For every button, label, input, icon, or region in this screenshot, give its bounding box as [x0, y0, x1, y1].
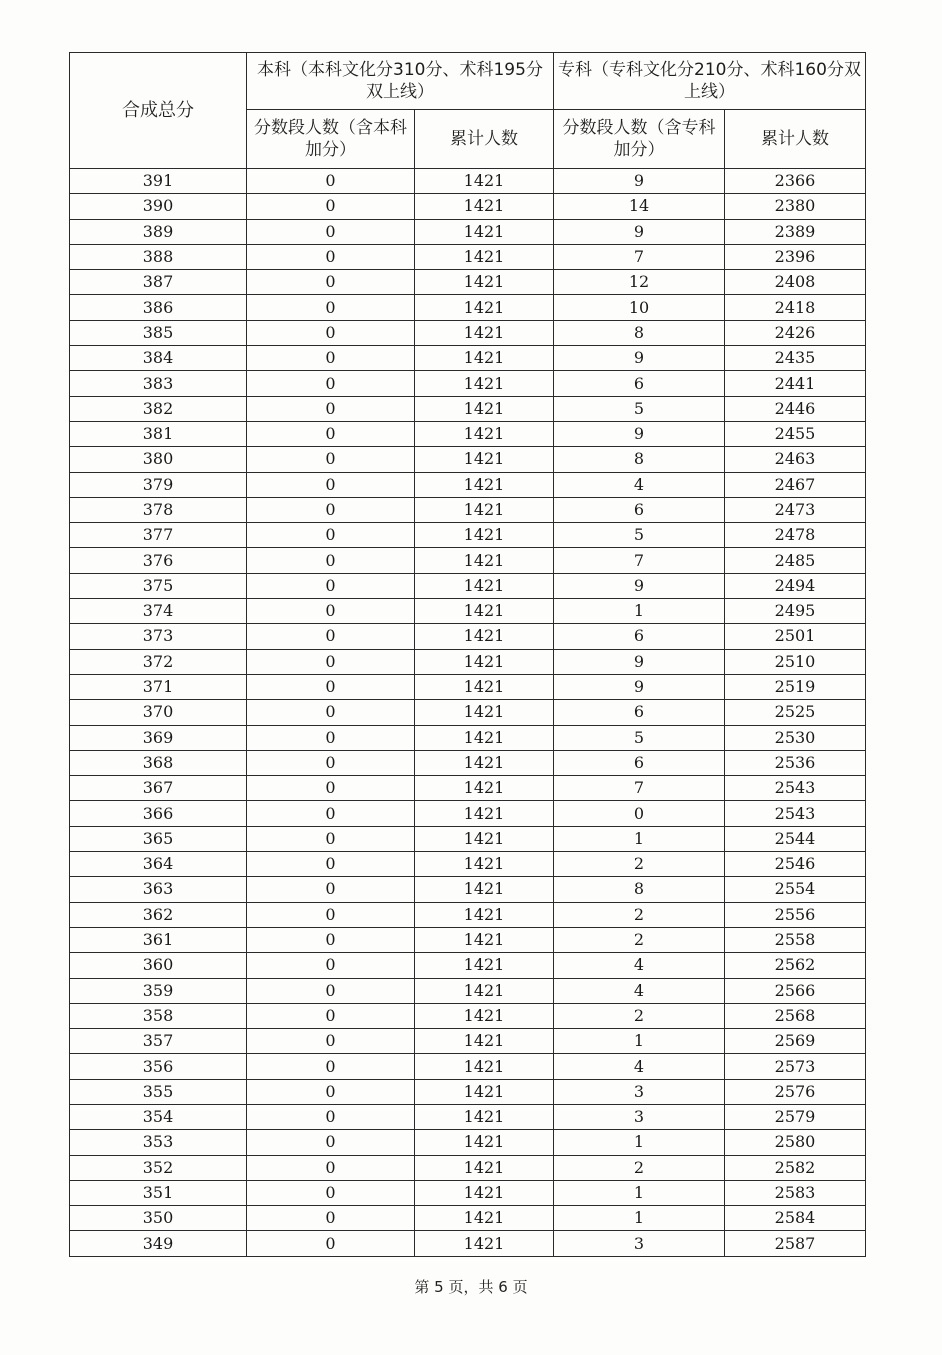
junior-segment-cell: 7: [554, 776, 725, 801]
undergrad-cumulative-cell: 1421: [415, 396, 554, 421]
junior-segment-cell: 1: [554, 1130, 725, 1155]
undergrad-cumulative-cell: 1421: [415, 472, 554, 497]
undergrad-segment-cell: 0: [247, 1155, 415, 1180]
junior-cumulative-cell: 2396: [725, 244, 866, 269]
table-row: [70, 927, 866, 952]
table-row: [70, 371, 866, 396]
undergrad-cumulative-cell: 1421: [415, 421, 554, 446]
undergrad-cumulative-cell: 1421: [415, 169, 554, 194]
undergrad-segment-cell: 0: [247, 1104, 415, 1129]
junior-segment-cell: 5: [554, 396, 725, 421]
undergrad-cumulative-cell: 1421: [415, 725, 554, 750]
score-cell: 359: [70, 978, 247, 1003]
score-cell: 383: [70, 371, 247, 396]
score-cell: 373: [70, 624, 247, 649]
undergrad-segment-cell: 0: [247, 1054, 415, 1079]
table-row: [70, 674, 866, 699]
table-row: [70, 953, 866, 978]
page-number: 第 5 页，共 6 页: [414, 1278, 528, 1296]
junior-segment-cell: 4: [554, 978, 725, 1003]
undergrad-cumulative-cell: 1421: [415, 371, 554, 396]
score-cell: 355: [70, 1079, 247, 1104]
score-cell: 370: [70, 700, 247, 725]
undergrad-segment-cell: 0: [247, 219, 415, 244]
score-cell: 377: [70, 523, 247, 548]
undergrad-segment-cell: 0: [247, 447, 415, 472]
junior-segment-cell: 1: [554, 1029, 725, 1054]
table-row: [70, 902, 866, 927]
undergrad-cumulative-cell: 1421: [415, 978, 554, 1003]
score-cell: 350: [70, 1206, 247, 1231]
undergrad-segment-cell: 0: [247, 852, 415, 877]
undergrad-segment-cell: 0: [247, 194, 415, 219]
junior-cumulative-cell: 2366: [725, 169, 866, 194]
junior-cumulative-cell: 2580: [725, 1130, 866, 1155]
junior-cumulative-cell: 2380: [725, 194, 866, 219]
junior-cumulative-cell: 2558: [725, 927, 866, 952]
junior-segment-cell: 9: [554, 649, 725, 674]
table-row: [70, 523, 866, 548]
junior-cumulative-cell: 2467: [725, 472, 866, 497]
score-cell: 364: [70, 852, 247, 877]
header-junior-segment: 分数段人数（含专科加分）: [554, 110, 725, 169]
undergrad-cumulative-cell: 1421: [415, 1130, 554, 1155]
undergrad-segment-cell: 0: [247, 674, 415, 699]
undergrad-segment-cell: 0: [247, 320, 415, 345]
junior-cumulative-cell: 2494: [725, 573, 866, 598]
header-undergrad-cumulative: 累计人数: [415, 110, 554, 169]
table-row: [70, 194, 866, 219]
junior-cumulative-cell: 2568: [725, 1003, 866, 1028]
junior-cumulative-cell: 2485: [725, 548, 866, 573]
score-cell: 368: [70, 750, 247, 775]
junior-cumulative-cell: 2495: [725, 599, 866, 624]
score-cell: 353: [70, 1130, 247, 1155]
junior-segment-cell: 3: [554, 1231, 725, 1256]
score-cell: 379: [70, 472, 247, 497]
undergrad-segment-cell: 0: [247, 295, 415, 320]
junior-segment-cell: 2: [554, 927, 725, 952]
junior-segment-cell: 5: [554, 523, 725, 548]
undergrad-segment-cell: 0: [247, 1029, 415, 1054]
score-cell: 382: [70, 396, 247, 421]
undergrad-cumulative-cell: 1421: [415, 674, 554, 699]
junior-cumulative-cell: 2543: [725, 776, 866, 801]
table-row: [70, 573, 866, 598]
score-cell: 369: [70, 725, 247, 750]
junior-cumulative-cell: 2455: [725, 421, 866, 446]
score-cell: 388: [70, 244, 247, 269]
table-row: [70, 624, 866, 649]
score-cell: 387: [70, 270, 247, 295]
undergrad-cumulative-cell: 1421: [415, 497, 554, 522]
junior-segment-cell: 2: [554, 1003, 725, 1028]
score-cell: 389: [70, 219, 247, 244]
junior-cumulative-cell: 2544: [725, 826, 866, 851]
undergrad-cumulative-cell: 1421: [415, 700, 554, 725]
score-cell: 367: [70, 776, 247, 801]
undergrad-segment-cell: 0: [247, 700, 415, 725]
undergrad-cumulative-cell: 1421: [415, 295, 554, 320]
junior-cumulative-cell: 2446: [725, 396, 866, 421]
score-cell: 386: [70, 295, 247, 320]
undergrad-segment-cell: 0: [247, 244, 415, 269]
undergrad-cumulative-cell: 1421: [415, 573, 554, 598]
undergrad-segment-cell: 0: [247, 599, 415, 624]
undergrad-cumulative-cell: 1421: [415, 953, 554, 978]
header-undergrad-group: 本科（本科文化分310分、术科195分双上线）: [247, 53, 554, 110]
table-row: [70, 776, 866, 801]
score-cell: 374: [70, 599, 247, 624]
junior-cumulative-cell: 2562: [725, 953, 866, 978]
junior-segment-cell: 7: [554, 244, 725, 269]
table-row: [70, 1104, 866, 1129]
undergrad-segment-cell: 0: [247, 1079, 415, 1104]
score-cell: 356: [70, 1054, 247, 1079]
undergrad-segment-cell: 0: [247, 523, 415, 548]
table-body: [70, 169, 866, 1257]
score-cell: 391: [70, 169, 247, 194]
undergrad-segment-cell: 0: [247, 649, 415, 674]
table-row: [70, 421, 866, 446]
undergrad-cumulative-cell: 1421: [415, 1180, 554, 1205]
undergrad-segment-cell: 0: [247, 776, 415, 801]
junior-segment-cell: 7: [554, 548, 725, 573]
junior-cumulative-cell: 2569: [725, 1029, 866, 1054]
undergrad-segment-cell: 0: [247, 548, 415, 573]
junior-cumulative-cell: 2536: [725, 750, 866, 775]
score-cell: 376: [70, 548, 247, 573]
undergrad-cumulative-cell: 1421: [415, 1079, 554, 1104]
junior-segment-cell: 9: [554, 573, 725, 598]
undergrad-cumulative-cell: 1421: [415, 320, 554, 345]
junior-segment-cell: 6: [554, 497, 725, 522]
score-cell: 385: [70, 320, 247, 345]
header-total-score: 合成总分: [70, 53, 247, 169]
undergrad-cumulative-cell: 1421: [415, 826, 554, 851]
table-row: [70, 295, 866, 320]
score-cell: 352: [70, 1155, 247, 1180]
undergrad-segment-cell: 0: [247, 421, 415, 446]
table-row: [70, 826, 866, 851]
junior-segment-cell: 9: [554, 346, 725, 371]
score-cell: 380: [70, 447, 247, 472]
table-row: [70, 1206, 866, 1231]
junior-cumulative-cell: 2543: [725, 801, 866, 826]
score-cell: 363: [70, 877, 247, 902]
junior-cumulative-cell: 2519: [725, 674, 866, 699]
table-row: [70, 1079, 866, 1104]
undergrad-segment-cell: 0: [247, 371, 415, 396]
junior-segment-cell: 12: [554, 270, 725, 295]
undergrad-segment-cell: 0: [247, 953, 415, 978]
undergrad-segment-cell: 0: [247, 1206, 415, 1231]
junior-segment-cell: 10: [554, 295, 725, 320]
junior-cumulative-cell: 2473: [725, 497, 866, 522]
junior-segment-cell: 14: [554, 194, 725, 219]
undergrad-segment-cell: 0: [247, 725, 415, 750]
undergrad-segment-cell: 0: [247, 902, 415, 927]
junior-segment-cell: 1: [554, 826, 725, 851]
table-row: [70, 320, 866, 345]
junior-segment-cell: 9: [554, 219, 725, 244]
undergrad-segment-cell: 0: [247, 472, 415, 497]
junior-segment-cell: 9: [554, 421, 725, 446]
undergrad-cumulative-cell: 1421: [415, 1003, 554, 1028]
junior-segment-cell: 1: [554, 599, 725, 624]
junior-segment-cell: 9: [554, 169, 725, 194]
junior-segment-cell: 3: [554, 1079, 725, 1104]
table-row: [70, 750, 866, 775]
undergrad-segment-cell: 0: [247, 169, 415, 194]
score-cell: 354: [70, 1104, 247, 1129]
junior-cumulative-cell: 2546: [725, 852, 866, 877]
table-row: [70, 270, 866, 295]
table-row: [70, 1180, 866, 1205]
junior-segment-cell: 8: [554, 447, 725, 472]
undergrad-cumulative-cell: 1421: [415, 244, 554, 269]
junior-cumulative-cell: 2554: [725, 877, 866, 902]
junior-segment-cell: 1: [554, 1180, 725, 1205]
junior-cumulative-cell: 2584: [725, 1206, 866, 1231]
undergrad-cumulative-cell: 1421: [415, 599, 554, 624]
junior-segment-cell: 9: [554, 674, 725, 699]
junior-cumulative-cell: 2435: [725, 346, 866, 371]
junior-cumulative-cell: 2478: [725, 523, 866, 548]
undergrad-segment-cell: 0: [247, 1130, 415, 1155]
table-row: [70, 396, 866, 421]
table-row: [70, 219, 866, 244]
junior-segment-cell: 8: [554, 320, 725, 345]
undergrad-cumulative-cell: 1421: [415, 877, 554, 902]
junior-cumulative-cell: 2426: [725, 320, 866, 345]
undergrad-cumulative-cell: 1421: [415, 548, 554, 573]
score-distribution-table: [69, 52, 866, 1257]
junior-segment-cell: 2: [554, 1155, 725, 1180]
undergrad-segment-cell: 0: [247, 1231, 415, 1256]
undergrad-cumulative-cell: 1421: [415, 801, 554, 826]
undergrad-cumulative-cell: 1421: [415, 447, 554, 472]
table-row: [70, 472, 866, 497]
header-junior-cumulative: 累计人数: [725, 110, 866, 169]
junior-cumulative-cell: 2441: [725, 371, 866, 396]
table-row: [70, 1029, 866, 1054]
junior-cumulative-cell: 2530: [725, 725, 866, 750]
junior-segment-cell: 2: [554, 852, 725, 877]
table-row: [70, 1003, 866, 1028]
undergrad-cumulative-cell: 1421: [415, 649, 554, 674]
undergrad-cumulative-cell: 1421: [415, 270, 554, 295]
junior-segment-cell: 5: [554, 725, 725, 750]
undergrad-segment-cell: 0: [247, 270, 415, 295]
undergrad-segment-cell: 0: [247, 497, 415, 522]
score-cell: 375: [70, 573, 247, 598]
table-row: [70, 1054, 866, 1079]
score-cell: 360: [70, 953, 247, 978]
undergrad-segment-cell: 0: [247, 978, 415, 1003]
undergrad-cumulative-cell: 1421: [415, 852, 554, 877]
junior-cumulative-cell: 2408: [725, 270, 866, 295]
junior-cumulative-cell: 2582: [725, 1155, 866, 1180]
junior-cumulative-cell: 2576: [725, 1079, 866, 1104]
table-header: [70, 53, 866, 169]
junior-segment-cell: 6: [554, 750, 725, 775]
score-cell: 378: [70, 497, 247, 522]
junior-cumulative-cell: 2579: [725, 1104, 866, 1129]
junior-segment-cell: 0: [554, 801, 725, 826]
table-row: [70, 877, 866, 902]
junior-segment-cell: 4: [554, 472, 725, 497]
score-cell: 366: [70, 801, 247, 826]
undergrad-segment-cell: 0: [247, 396, 415, 421]
junior-cumulative-cell: 2510: [725, 649, 866, 674]
undergrad-cumulative-cell: 1421: [415, 927, 554, 952]
undergrad-cumulative-cell: 1421: [415, 1206, 554, 1231]
junior-cumulative-cell: 2587: [725, 1231, 866, 1256]
undergrad-cumulative-cell: 1421: [415, 776, 554, 801]
junior-cumulative-cell: 2501: [725, 624, 866, 649]
junior-segment-cell: 1: [554, 1206, 725, 1231]
undergrad-cumulative-cell: 1421: [415, 194, 554, 219]
undergrad-cumulative-cell: 1421: [415, 1155, 554, 1180]
undergrad-segment-cell: 0: [247, 801, 415, 826]
junior-cumulative-cell: 2418: [725, 295, 866, 320]
table-row: [70, 599, 866, 624]
table-row: [70, 649, 866, 674]
table-row: [70, 497, 866, 522]
junior-segment-cell: 4: [554, 953, 725, 978]
undergrad-cumulative-cell: 1421: [415, 1104, 554, 1129]
header-junior-group: 专科（专科文化分210分、术科160分双上线）: [554, 53, 866, 110]
undergrad-segment-cell: 0: [247, 826, 415, 851]
score-cell: 349: [70, 1231, 247, 1256]
score-cell: 351: [70, 1180, 247, 1205]
score-cell: 384: [70, 346, 247, 371]
undergrad-segment-cell: 0: [247, 624, 415, 649]
undergrad-segment-cell: 0: [247, 927, 415, 952]
junior-cumulative-cell: 2463: [725, 447, 866, 472]
score-cell: 357: [70, 1029, 247, 1054]
undergrad-segment-cell: 0: [247, 1003, 415, 1028]
junior-segment-cell: 2: [554, 902, 725, 927]
undergrad-segment-cell: 0: [247, 573, 415, 598]
undergrad-cumulative-cell: 1421: [415, 624, 554, 649]
table-row: [70, 852, 866, 877]
junior-cumulative-cell: 2389: [725, 219, 866, 244]
score-cell: 361: [70, 927, 247, 952]
junior-segment-cell: 3: [554, 1104, 725, 1129]
score-cell: 358: [70, 1003, 247, 1028]
table-row: [70, 244, 866, 269]
table-row: [70, 1231, 866, 1256]
table-row: [70, 725, 866, 750]
score-cell: 362: [70, 902, 247, 927]
table-row: [70, 1130, 866, 1155]
table-row: [70, 1155, 866, 1180]
undergrad-cumulative-cell: 1421: [415, 523, 554, 548]
table-row: [70, 978, 866, 1003]
undergrad-cumulative-cell: 1421: [415, 219, 554, 244]
table-row: [70, 801, 866, 826]
undergrad-cumulative-cell: 1421: [415, 750, 554, 775]
undergrad-cumulative-cell: 1421: [415, 1231, 554, 1256]
undergrad-cumulative-cell: 1421: [415, 1054, 554, 1079]
score-cell: 371: [70, 674, 247, 699]
score-cell: 381: [70, 421, 247, 446]
undergrad-segment-cell: 0: [247, 346, 415, 371]
junior-segment-cell: 4: [554, 1054, 725, 1079]
junior-cumulative-cell: 2583: [725, 1180, 866, 1205]
table-row: [70, 447, 866, 472]
table-row: [70, 700, 866, 725]
junior-cumulative-cell: 2566: [725, 978, 866, 1003]
undergrad-cumulative-cell: 1421: [415, 346, 554, 371]
undergrad-segment-cell: 0: [247, 1180, 415, 1205]
score-cell: 365: [70, 826, 247, 851]
junior-segment-cell: 6: [554, 700, 725, 725]
table-row: [70, 346, 866, 371]
junior-cumulative-cell: 2573: [725, 1054, 866, 1079]
undergrad-segment-cell: 0: [247, 877, 415, 902]
table-row: [70, 169, 866, 194]
score-cell: 390: [70, 194, 247, 219]
undergrad-cumulative-cell: 1421: [415, 1029, 554, 1054]
table-row: [70, 548, 866, 573]
score-cell: 372: [70, 649, 247, 674]
junior-segment-cell: 6: [554, 624, 725, 649]
undergrad-cumulative-cell: 1421: [415, 902, 554, 927]
junior-cumulative-cell: 2525: [725, 700, 866, 725]
undergrad-segment-cell: 0: [247, 750, 415, 775]
junior-cumulative-cell: 2556: [725, 902, 866, 927]
junior-segment-cell: 8: [554, 877, 725, 902]
junior-segment-cell: 6: [554, 371, 725, 396]
header-undergrad-segment: 分数段人数（含本科加分）: [247, 110, 415, 169]
